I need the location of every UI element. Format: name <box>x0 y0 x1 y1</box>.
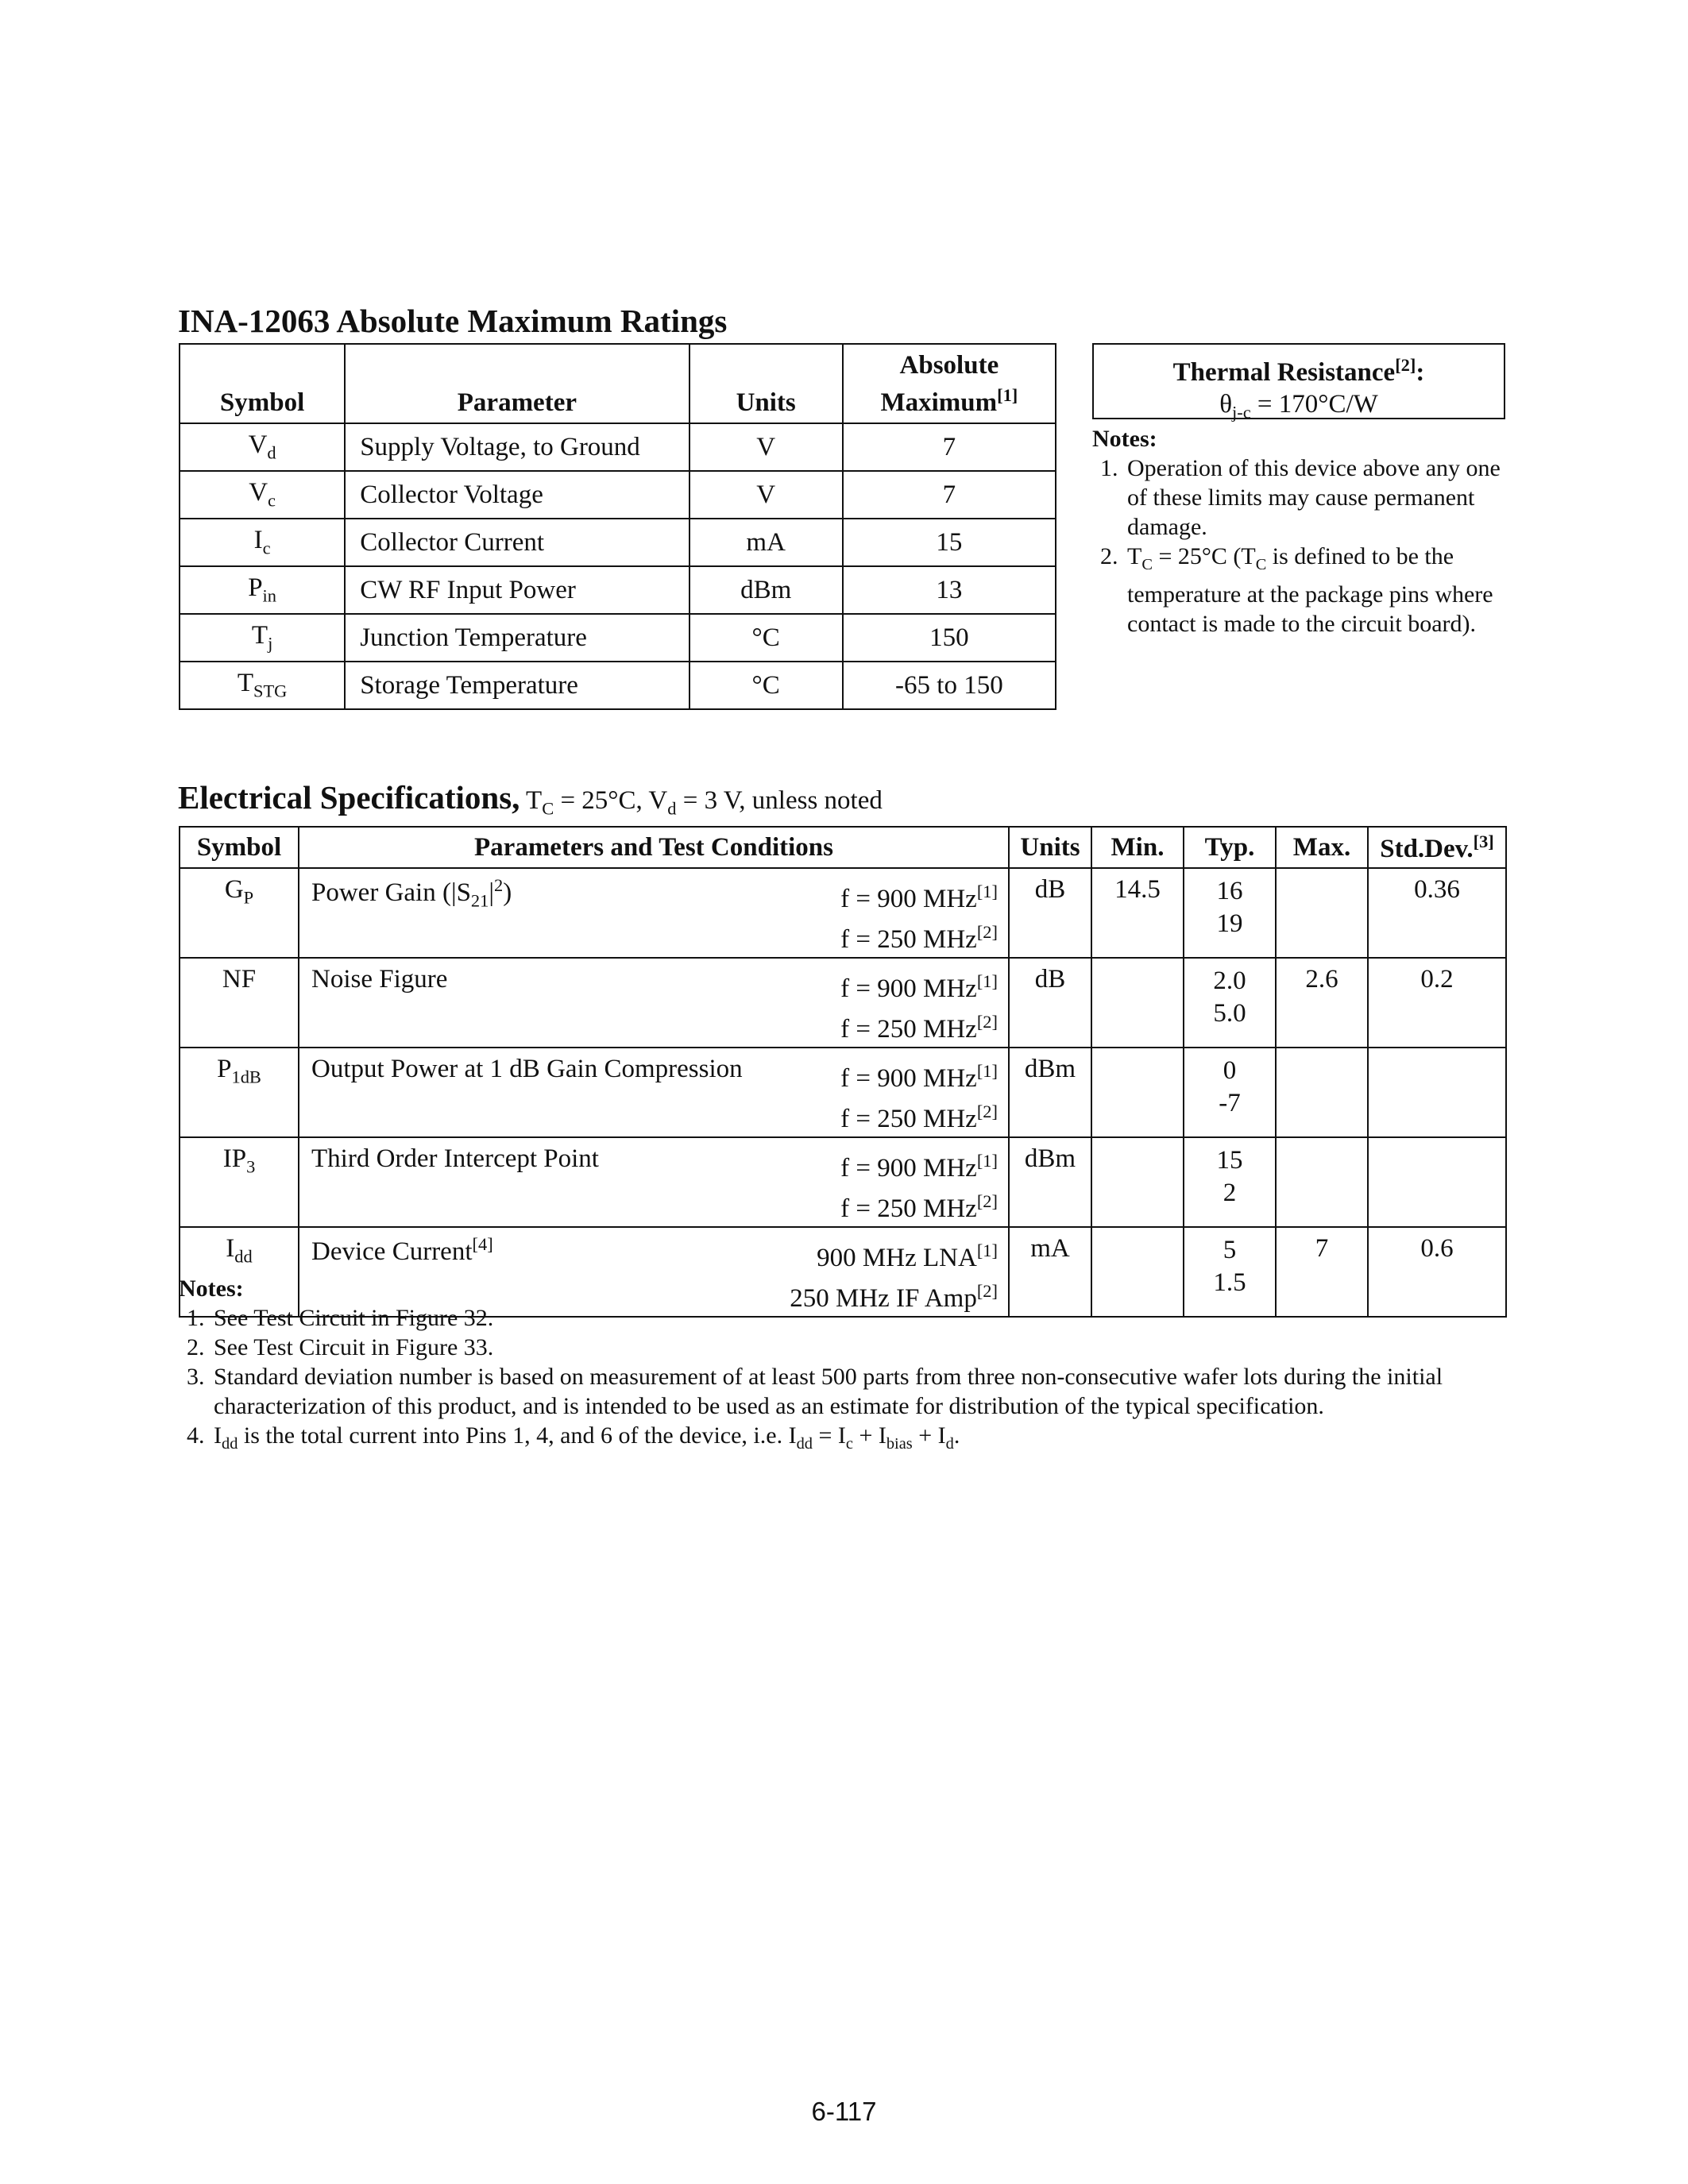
amr-cell-symbol: $I_c$ <box>180 519 345 566</box>
amr-note-1: 1. Operation of this device above any one of these limits may cause permanent damage. <box>1124 453 1509 542</box>
amr-cell-max: 150 <box>843 614 1056 662</box>
amr-cell-max: 15 <box>843 519 1056 566</box>
thermal-resistance-label: Thermal Resistance[2]: <box>1172 355 1425 387</box>
amr-cell-units: mA <box>689 519 843 566</box>
amr-note-2: 2. $T_C = 25^\circ C$ ($T_C$ is defined to be the temperature at the package pins where contact is made to the circuit board). <box>1124 542 1509 639</box>
es-cell-symbol: $IP_3$ <box>180 1137 299 1227</box>
es-header-typ: Typ. <box>1184 827 1276 868</box>
es-cell-max: 7 <box>1276 1227 1368 1317</box>
es-header-params: Parameters and Test Conditions <box>299 827 1009 868</box>
es-cell-std <box>1368 1048 1506 1137</box>
es-cell-typ: 16 19 <box>1184 868 1276 958</box>
amr-table <box>179 343 1056 710</box>
es-conditions: $T_C = 25^\circ C$, $V_d = 3$ V, unless noted <box>520 786 883 819</box>
amr-header-absolute: Absolute <box>899 351 999 380</box>
es-cell-typ: 5 1.5 <box>1184 1227 1276 1317</box>
amr-row <box>180 566 1056 614</box>
amr-cell-symbol: $V_d$ <box>180 423 345 471</box>
amr-row <box>180 519 1056 566</box>
es-param-conditions: f = 900 MHz[1] f = 250 MHz[2] <box>840 971 998 1044</box>
es-header-units: Units <box>1009 827 1091 868</box>
amr-cell-symbol: $P_{in}$ <box>180 566 345 614</box>
es-cell-min <box>1091 1048 1184 1137</box>
es-header-min: Min. <box>1091 827 1184 868</box>
es-param-name: Device Current[4] <box>311 1234 493 1266</box>
amr-cell-max: 7 <box>843 423 1056 471</box>
es-cell-typ: 2.0 5.0 <box>1184 958 1276 1048</box>
es-cell-units: dBm <box>1009 1137 1091 1227</box>
es-param-conditions: f = 900 MHz[1] f = 250 MHz[2] <box>840 882 998 954</box>
es-cell-std <box>1368 1137 1506 1227</box>
amr-header-row <box>180 344 1056 423</box>
es-title: Electrical Specifications, <box>178 779 520 816</box>
es-note-3: 3. Standard deviation number is based on measurement of at least 500 parts from three non-consecutive wafer lots during the initial characterization of this product, and is intended to be used as an estimate for distribution of the typical specification. <box>211 1362 1513 1421</box>
amr-cell-parameter: CW RF Input Power <box>345 566 689 614</box>
es-param-conditions: 900 MHz LNA[1] 250 MHz IF Amp[2] <box>790 1241 998 1313</box>
amr-notes-heading: Notes: <box>1092 426 1157 452</box>
amr-cell-symbol: $V_c$ <box>180 471 345 519</box>
es-title-line <box>178 781 883 820</box>
es-cell-units: dB <box>1009 868 1091 958</box>
es-note-4: 4. $I_{dd}$ is the total current into Pins 1, 4, and 6 of the device, i.e. $I_{dd} = I_c + I_{bias} + I_d$. <box>211 1421 1513 1459</box>
amr-row <box>180 614 1056 662</box>
es-notes-heading: Notes: <box>179 1275 244 1302</box>
amr-cell-parameter: Collector Voltage <box>345 471 689 519</box>
es-cell-min: 14.5 <box>1091 868 1184 958</box>
es-header-symbol: Symbol <box>180 827 299 868</box>
amr-cell-parameter: Storage Temperature <box>345 662 689 709</box>
es-cell-units: dBm <box>1009 1048 1091 1137</box>
amr-cell-units: °C <box>689 662 843 709</box>
amr-cell-units: V <box>689 423 843 471</box>
amr-header-max <box>843 344 1056 423</box>
amr-row <box>180 662 1056 709</box>
es-cell-symbol: $I_{dd}$ <box>180 1227 299 1317</box>
amr-row <box>180 423 1056 471</box>
es-cell-std: 0.36 <box>1368 868 1506 958</box>
page-number: 6-117 <box>811 2097 877 2126</box>
es-note-1: 1. See Test Circuit in Figure 32. <box>211 1303 1513 1333</box>
amr-cell-symbol: $T_j$ <box>180 614 345 662</box>
es-cell-param <box>299 868 1009 958</box>
amr-cell-units: dBm <box>689 566 843 614</box>
es-notes <box>179 1274 1513 1459</box>
es-header-row <box>180 827 1506 868</box>
amr-header-maximum-note: [1] <box>997 385 1018 405</box>
amr-cell-parameter: Collector Current <box>345 519 689 566</box>
amr-row <box>180 471 1056 519</box>
es-cell-symbol: $G_P$ <box>180 868 299 958</box>
amr-cell-parameter: Supply Voltage, to Ground <box>345 423 689 471</box>
amr-notes <box>1092 424 1509 639</box>
es-header-std: Std.Dev.[3] <box>1368 827 1506 868</box>
es-cell-units: dB <box>1009 958 1091 1048</box>
es-note-2: 2. See Test Circuit in Figure 33. <box>211 1333 1513 1362</box>
es-cell-min <box>1091 958 1184 1048</box>
amr-header-units: Units <box>689 344 843 423</box>
es-param-name: Output Power at 1 dB Gain Compression <box>311 1055 743 1083</box>
es-cell-std: 0.2 <box>1368 958 1506 1048</box>
es-cell-param <box>299 1137 1009 1227</box>
amr-header-maximum: Maximum <box>880 388 998 417</box>
es-param-name: Third Order Intercept Point <box>311 1144 599 1173</box>
es-param-conditions: f = 900 MHz[1] f = 250 MHz[2] <box>840 1061 998 1133</box>
es-cell-units: mA <box>1009 1227 1091 1317</box>
es-cell-min <box>1091 1137 1184 1227</box>
amr-header-parameter: Parameter <box>345 344 689 423</box>
amr-title: INA-12063 Absolute Maximum Ratings <box>178 303 728 339</box>
es-param-conditions: f = 900 MHz[1] f = 250 MHz[2] <box>840 1151 998 1223</box>
es-cell-symbol: NF <box>180 958 299 1048</box>
es-header-max: Max. <box>1276 827 1368 868</box>
amr-cell-max: 13 <box>843 566 1056 614</box>
es-cell-param <box>299 958 1009 1048</box>
es-table <box>179 826 1507 1318</box>
amr-cell-units: V <box>689 471 843 519</box>
es-param-name: Noise Figure <box>311 965 448 994</box>
es-row <box>180 1137 1506 1227</box>
amr-cell-units: °C <box>689 614 843 662</box>
es-cell-std: 0.6 <box>1368 1227 1506 1317</box>
es-cell-max <box>1276 1048 1368 1137</box>
thermal-resistance-value: $\theta_{j-c} = 170^\circ C/W$ <box>1219 390 1378 423</box>
es-cell-max <box>1276 868 1368 958</box>
amr-cell-symbol: $T_{STG}$ <box>180 662 345 709</box>
es-cell-typ: 0 -7 <box>1184 1048 1276 1137</box>
es-row <box>180 868 1506 958</box>
amr-cell-parameter: Junction Temperature <box>345 614 689 662</box>
es-param-name: Power Gain $(|S_{21}|^2)$ <box>311 875 512 911</box>
es-row <box>180 958 1506 1048</box>
thermal-resistance-box <box>1092 343 1505 423</box>
es-row <box>180 1048 1506 1137</box>
es-cell-param <box>299 1048 1009 1137</box>
es-cell-max <box>1276 1137 1368 1227</box>
amr-header-symbol: Symbol <box>180 344 345 423</box>
es-cell-max: 2.6 <box>1276 958 1368 1048</box>
amr-cell-max: 7 <box>843 471 1056 519</box>
es-cell-symbol: $P_{1dB}$ <box>180 1048 299 1137</box>
amr-cell-max: -65 to 150 <box>843 662 1056 709</box>
es-cell-typ: 15 2 <box>1184 1137 1276 1227</box>
